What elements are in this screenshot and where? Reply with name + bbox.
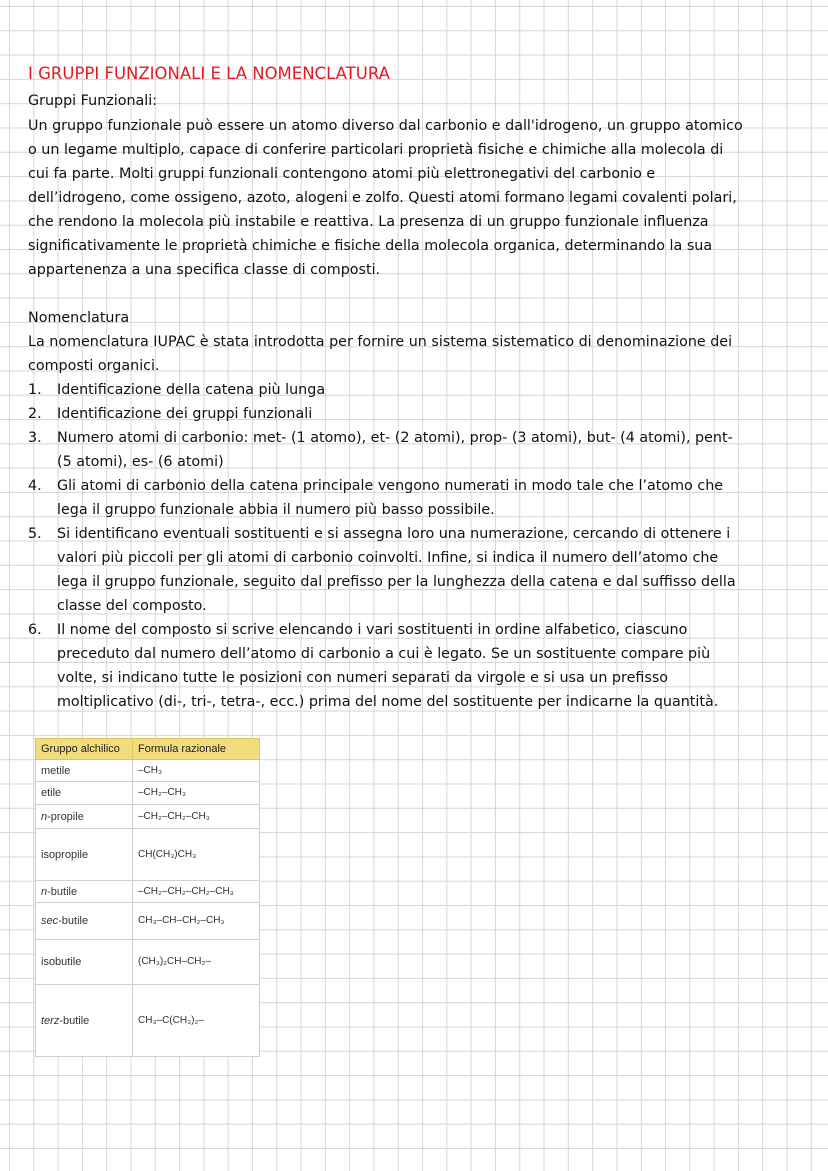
paragraph-line: cui fa parte. Molti gruppi funzionali contengono atomi più elettronegativi del carbonio e: [28, 166, 656, 182]
paragraph-line: dell’idrogeno, come ossigeno, azoto, alogeni e zolfo. Questi atomi formano legami covalenti polari,: [28, 190, 737, 206]
list-item-line: (5 atomi), es- (6 atomi): [57, 454, 224, 470]
list-item-line: Gli atomi di carbonio della catena principale vengono numerati in modo tale che l’atomo che: [57, 478, 724, 494]
section-heading: Gruppi Funzionali:: [28, 93, 158, 109]
formula: –CH₂–CH₂–CH₂–CH₃: [133, 881, 260, 903]
column-header: Formula razionale: [133, 739, 260, 760]
list-number: 4.: [28, 478, 42, 494]
column-header: Gruppo alchilico: [36, 739, 133, 760]
list-item-line: classe del composto.: [57, 598, 207, 614]
paragraph-line: Un gruppo funzionale può essere un atomo diverso dal carbonio e dall'idrogeno, un gruppo atomico: [28, 118, 743, 134]
paragraph-line: o un legame multiplo, capace di conferire particolari proprietà fisiche e chimiche alla molecola di: [28, 142, 724, 158]
list-number: 5.: [28, 526, 42, 542]
formula: CH₃–CH–CH₂–CH₃: [133, 903, 260, 940]
list-item-line: lega il gruppo funzionale abbia il numero più basso possibile.: [57, 502, 495, 518]
table-row: n-butile –CH₂–CH₂–CH₂–CH₃: [36, 881, 260, 903]
paragraph-line: La nomenclatura IUPAC è stata introdotta per fornire un sistema sistematico di denominazione dei: [28, 334, 733, 350]
formula: CH₃–C(CH₃)₂–: [133, 985, 260, 1057]
table-row: isobutile (CH₃)₂CH–CH₂–: [36, 940, 260, 985]
table-row: etile –CH₂–CH₃: [36, 782, 260, 805]
list-item-line: moltiplicativo (di-, tri-, tetra-, ecc.) prima del nome del sostituente per indicarne la quantità.: [57, 694, 719, 710]
list-item-line: Identificazione della catena più lunga: [57, 382, 326, 398]
list-number: 2.: [28, 406, 42, 422]
list-number: 6.: [28, 622, 42, 638]
formula: –CH₂–CH₂–CH₃: [133, 805, 260, 829]
list-number: 3.: [28, 430, 42, 446]
list-item-line: volte, si indicano tutte le posizioni con numeri separati da virgole e si usa un prefisso: [57, 670, 669, 686]
paragraph-line: appartenenza a una specifica classe di composti.: [28, 262, 381, 278]
list-item-line: preceduto dal numero dell’atomo di carbonio a cui è legato. Se un sostituente compare più: [57, 646, 711, 662]
page-title: I GRUPPI FUNZIONALI E LA NOMENCLATURA: [28, 64, 390, 83]
table-row: n-propile –CH₂–CH₂–CH₃: [36, 805, 260, 829]
formula: –CH₃: [133, 760, 260, 782]
formula: –CH₂–CH₃: [133, 782, 260, 805]
list-item-line: lega il gruppo funzionale, seguito dal prefisso per la lunghezza della catena e dal suffisso della: [57, 574, 736, 590]
list-item-line: Numero atomi di carbonio: met- (1 atomo), et- (2 atomi), prop- (3 atomi), but- (4 atomi), pent-: [57, 430, 733, 446]
alkyl-groups-table: [35, 738, 260, 1057]
formula: CH(CH₃)CH₃: [133, 829, 260, 881]
paragraph-line: significativamente le proprietà chimiche e fisiche della molecola organica, determinando la sua: [28, 238, 713, 254]
table-row: metile –CH₃: [36, 760, 260, 782]
paragraph-line: composti organici.: [28, 358, 160, 374]
table-row: isopropile CH(CH₃)CH₃: [36, 829, 260, 881]
section-heading: Nomenclatura: [28, 310, 130, 326]
list-number: 1.: [28, 382, 42, 398]
list-item-line: Identificazione dei gruppi funzionali: [57, 406, 313, 422]
list-item-line: Si identificano eventuali sostituenti e si assegna loro una numerazione, cercando di ottenere i: [57, 526, 731, 542]
formula: (CH₃)₂CH–CH₂–: [133, 940, 260, 985]
list-item-line: Il nome del composto si scrive elencando i vari sostituenti in ordine alfabetico, ciascuno: [57, 622, 688, 638]
list-item-line: valori più piccoli per gli atomi di carbonio coinvolti. Infine, si indica il numero dell’atomo che: [57, 550, 719, 566]
table-row: terz-butile CH₃–C(CH₃)₂–: [36, 985, 260, 1057]
table-row: sec-butile CH₃–CH–CH₂–CH₃: [36, 903, 260, 940]
paragraph-line: che rendono la molecola più instabile e reattiva. La presenza di un gruppo funzionale influenza: [28, 214, 709, 230]
